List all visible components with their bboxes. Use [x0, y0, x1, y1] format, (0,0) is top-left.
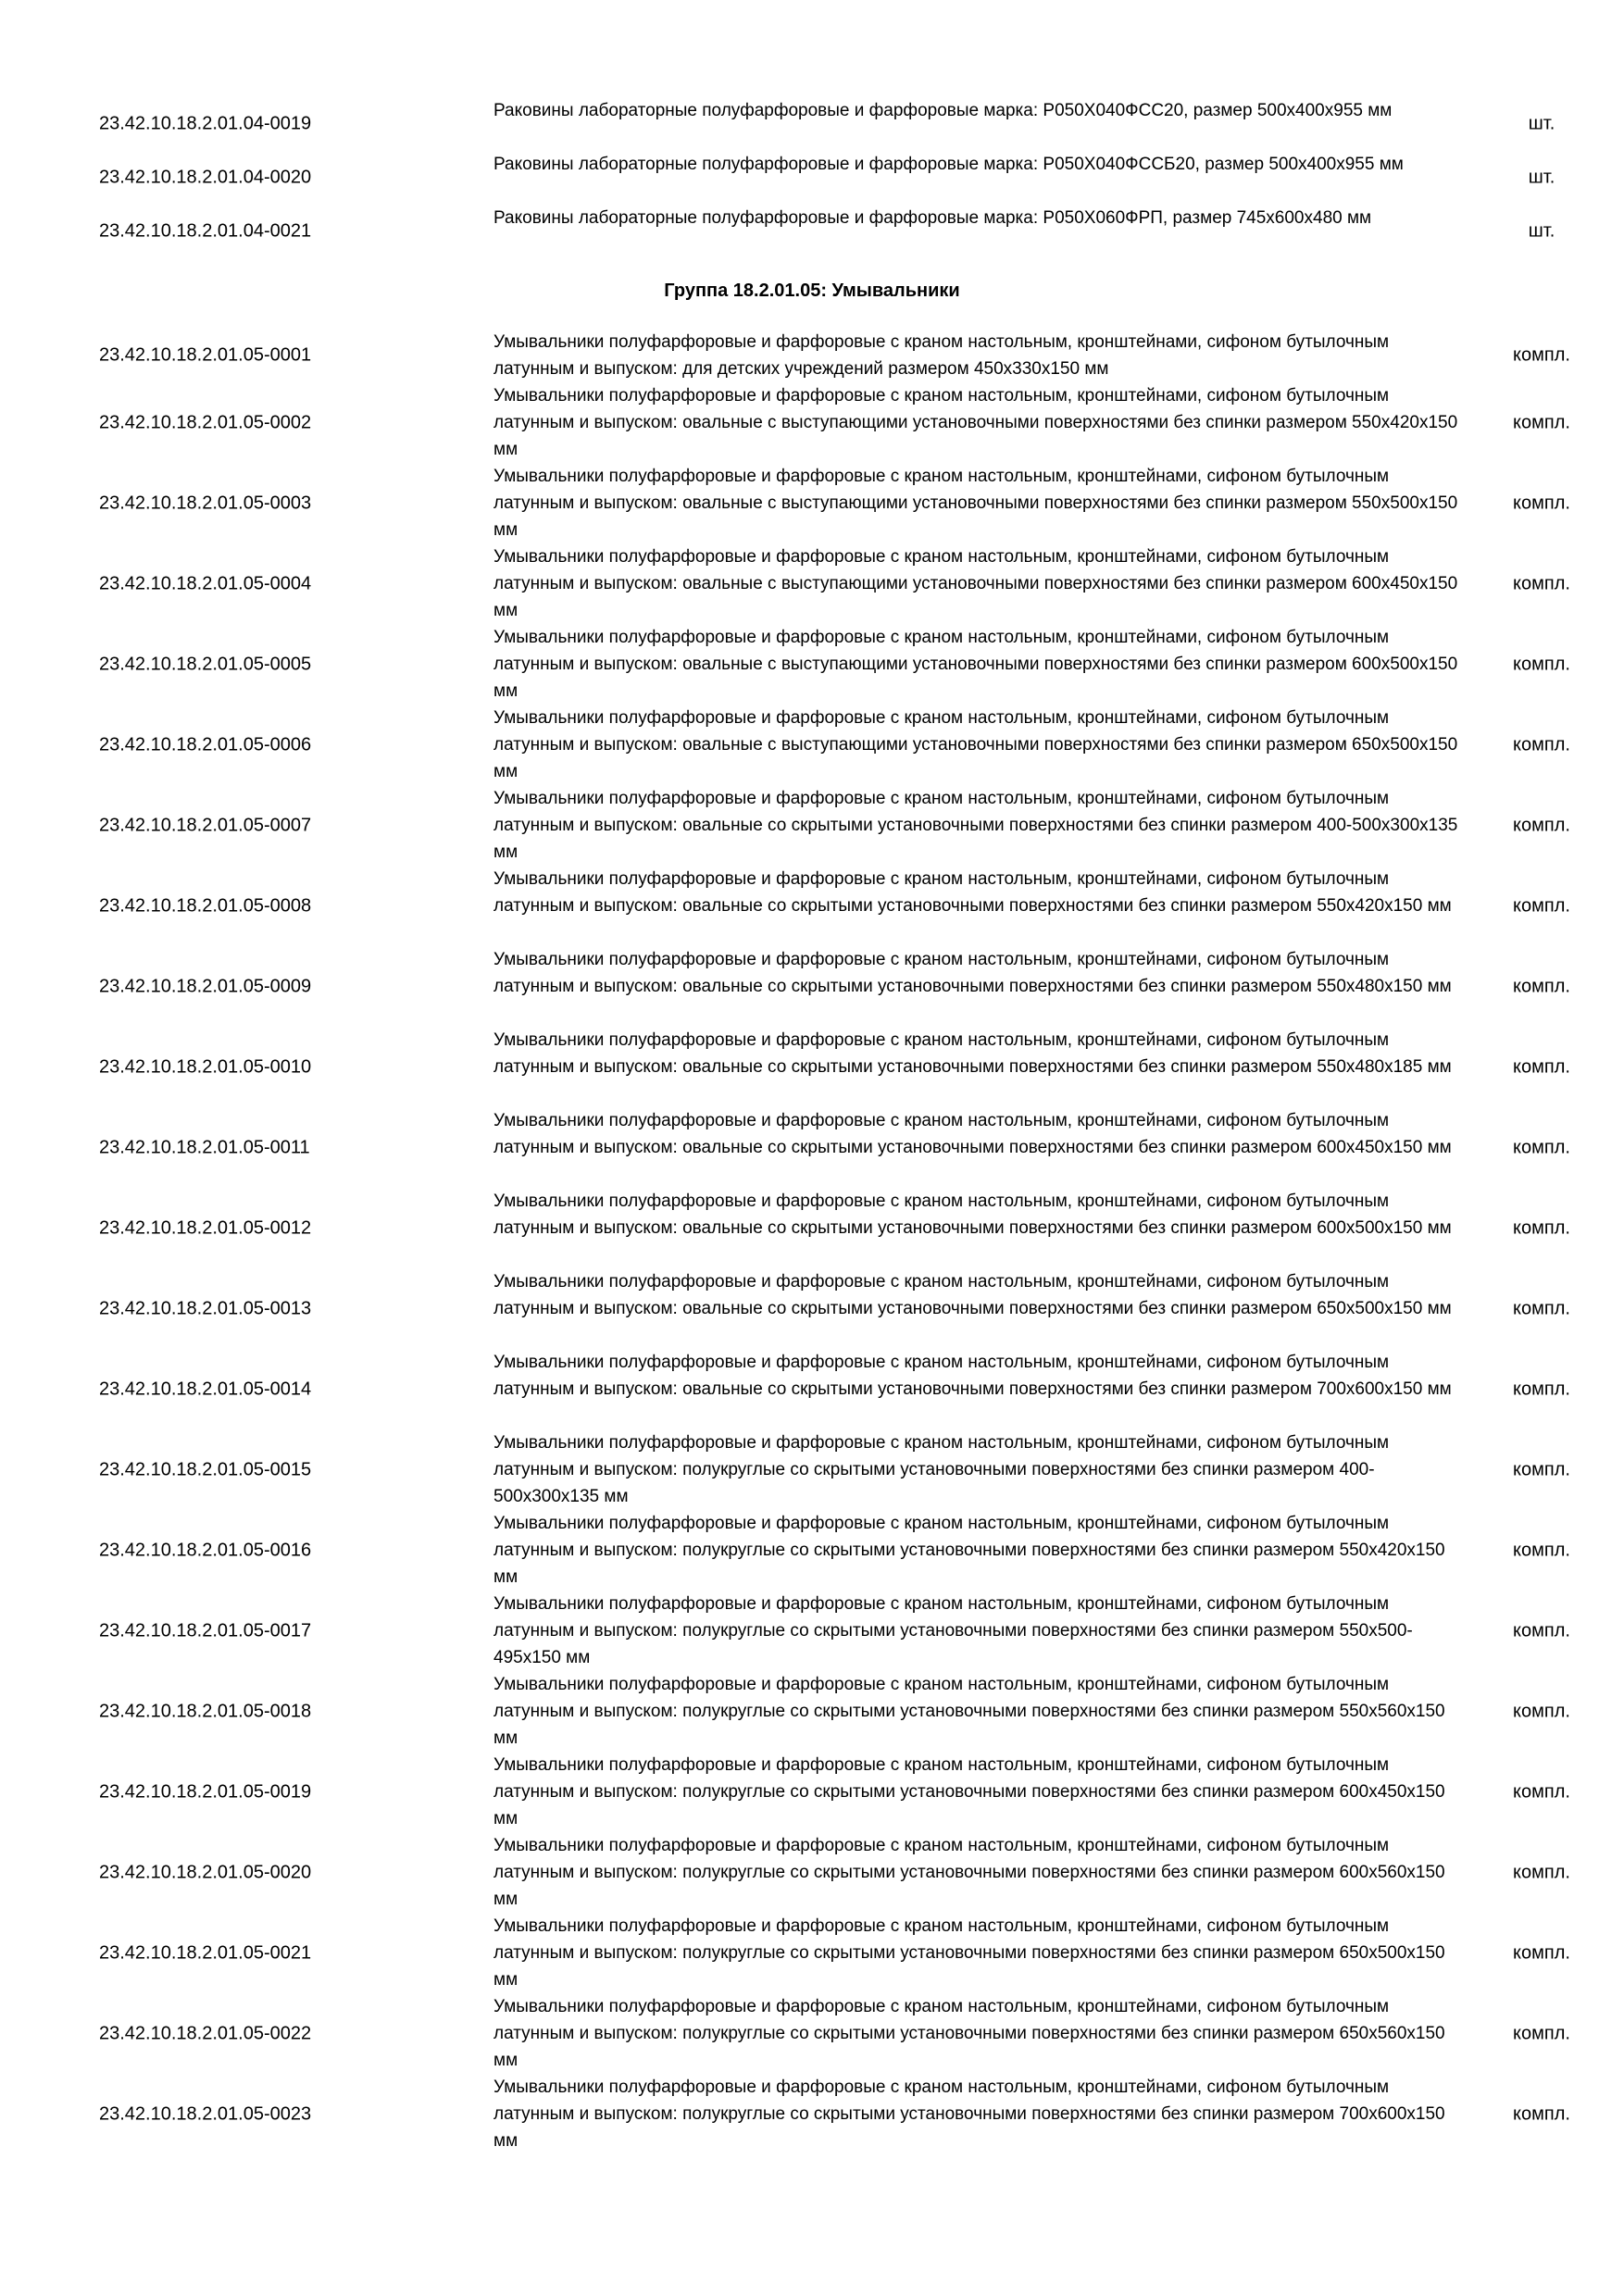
- row-code: 23.42.10.18.2.01.05-0022: [99, 2023, 312, 2043]
- table-row: [0, 382, 1624, 463]
- table-row: [0, 1591, 1624, 1671]
- table-row: [0, 151, 1624, 205]
- row-unit: компл.: [1513, 976, 1570, 996]
- row-description: Умывальники полуфарфоровые и фарфоровые с краном настольным, кронштейнами, сифоном бутылочным латунным и выпуском: овальные со скрытыми установочными поверхностями без спинки размером 550х480х150 мм: [493, 950, 1452, 996]
- row-unit: компл.: [1513, 344, 1570, 366]
- row-code: 23.42.10.18.2.01.05-0011: [99, 1137, 310, 1157]
- row-description: Умывальники полуфарфоровые и фарфоровые с краном настольным, кронштейнами, сифоном бутылочным латунным и выпуском: овальные со скрытыми установочными поверхностями без спинки размером 550х420х150 мм: [493, 869, 1452, 916]
- row-unit: шт.: [1528, 167, 1555, 188]
- row-unit: компл.: [1513, 1137, 1570, 1157]
- row-description: Раковины лабораторные полуфарфоровые и фарфоровые марка: Р050Х060ФРП, размер 745х600х480 мм: [493, 208, 1372, 228]
- table-row: [0, 1429, 1624, 1510]
- table-row: [0, 2074, 1624, 2154]
- table-row: [0, 1993, 1624, 2074]
- table-row: [0, 1752, 1624, 1832]
- row-description: Умывальники полуфарфоровые и фарфоровые с краном настольным, кронштейнами, сифоном бутылочным латунным и выпуском: для детских учреждений размером 450х330х150 мм: [493, 332, 1390, 379]
- row-description: Умывальники полуфарфоровые и фарфоровые с краном настольным, кронштейнами, сифоном бутылочным латунным и выпуском: полукруглые со скрытыми установочными поверхностями без спинки размером 550х500-495х150 мм: [493, 1594, 1413, 1667]
- table-row: [0, 705, 1624, 785]
- row-unit: компл.: [1513, 654, 1570, 674]
- row-unit: компл.: [1513, 1379, 1570, 1399]
- row-code: 23.42.10.18.2.01.05-0005: [99, 654, 312, 674]
- row-description: Умывальники полуфарфоровые и фарфоровые с краном настольным, кронштейнами, сифоном бутылочным латунным и выпуском: овальные со скрытыми установочными поверхностями без спинки размером 600х450х150 мм: [493, 1111, 1452, 1157]
- row-unit: компл.: [1513, 1701, 1570, 1721]
- row-unit: компл.: [1513, 493, 1570, 513]
- row-description: Умывальники полуфарфоровые и фарфоровые с краном настольным, кронштейнами, сифоном бутылочным латунным и выпуском: полукруглые со скрытыми установочными поверхностями без спинки размером 700х600х150 мм: [493, 2078, 1445, 2151]
- row-description: Умывальники полуфарфоровые и фарфоровые с краном настольным, кронштейнами, сифоном бутылочным латунным и выпуском: полукруглые со скрытыми установочными поверхностями без спинки размером 400-500х300х135 мм: [493, 1433, 1390, 1506]
- table-row: [0, 1107, 1624, 1188]
- row-description: Раковины лабораторные полуфарфоровые и фарфоровые марка: Р050Х040ФСС20, размер 500х400х955 мм: [493, 101, 1393, 120]
- row-description: Умывальники полуфарфоровые и фарфоровые с краном настольным, кронштейнами, сифоном бутылочным латунным и выпуском: полукруглые со скрытыми установочными поверхностями без спинки размером 550х420х150 мм: [493, 1514, 1445, 1587]
- table-row: [0, 1349, 1624, 1429]
- row-unit: компл.: [1513, 734, 1570, 755]
- table-row: [0, 1188, 1624, 1268]
- row-unit: шт.: [1528, 113, 1555, 134]
- row-code: 23.42.10.18.2.01.05-0012: [99, 1217, 312, 1238]
- table-row: [0, 205, 1624, 258]
- table-row: [0, 785, 1624, 866]
- row-unit: компл.: [1513, 412, 1570, 432]
- row-code: 23.42.10.18.2.01.05-0020: [99, 1862, 312, 1882]
- row-code: 23.42.10.18.2.01.05-0010: [99, 1056, 312, 1077]
- table-row: [0, 946, 1624, 1027]
- group-heading: Группа 18.2.01.05: Умывальники: [664, 281, 960, 301]
- table-row: [0, 1027, 1624, 1107]
- row-unit: шт.: [1528, 220, 1555, 242]
- row-unit: компл.: [1513, 1620, 1570, 1641]
- row-unit: компл.: [1513, 1298, 1570, 1318]
- row-code: 23.42.10.18.2.01.04-0021: [99, 220, 312, 242]
- row-code: 23.42.10.18.2.01.05-0015: [99, 1459, 312, 1479]
- table-row: [0, 624, 1624, 705]
- row-description: Умывальники полуфарфоровые и фарфоровые с краном настольным, кронштейнами, сифоном бутылочным латунным и выпуском: овальные с выступающими установочными поверхностями без спинки размером 550х500х150 мм: [493, 467, 1458, 540]
- table-row: [0, 463, 1624, 543]
- row-code: 23.42.10.18.2.01.05-0014: [99, 1379, 312, 1399]
- table-row: [0, 97, 1624, 151]
- row-code: 23.42.10.18.2.01.05-0007: [99, 815, 312, 835]
- table-row: [0, 1510, 1624, 1591]
- row-description: Умывальники полуфарфоровые и фарфоровые с краном настольным, кронштейнами, сифоном бутылочным латунным и выпуском: полукруглые со скрытыми установочными поверхностями без спинки размером 600х450х150 мм: [493, 1755, 1445, 1828]
- row-description: Умывальники полуфарфоровые и фарфоровые с краном настольным, кронштейнами, сифоном бутылочным латунным и выпуском: овальные со скрытыми установочными поверхностями без спинки размером 550х480х185 мм: [493, 1030, 1452, 1077]
- table-row: [0, 543, 1624, 624]
- row-code: 23.42.10.18.2.01.05-0001: [99, 344, 312, 366]
- table-row: [0, 1913, 1624, 1993]
- row-unit: компл.: [1513, 1217, 1570, 1238]
- row-code: 23.42.10.18.2.01.05-0017: [99, 1620, 312, 1641]
- row-description: Умывальники полуфарфоровые и фарфоровые с краном настольным, кронштейнами, сифоном бутылочным латунным и выпуском: полукруглые со скрытыми установочными поверхностями без спинки размером 650х560х150 мм: [493, 1997, 1445, 2070]
- table-row: [0, 1832, 1624, 1913]
- row-unit: компл.: [1513, 815, 1570, 835]
- row-unit: компл.: [1513, 1781, 1570, 1802]
- row-description: Умывальники полуфарфоровые и фарфоровые с краном настольным, кронштейнами, сифоном бутылочным латунным и выпуском: овальные с выступающими установочными поверхностями без спинки размером 600х500х150 мм: [493, 628, 1458, 701]
- row-code: 23.42.10.18.2.01.05-0013: [99, 1298, 312, 1318]
- row-unit: компл.: [1513, 2023, 1570, 2043]
- row-code: 23.42.10.18.2.01.05-0003: [99, 493, 312, 513]
- row-code: 23.42.10.18.2.01.05-0021: [99, 1942, 312, 1963]
- row-description: Умывальники полуфарфоровые и фарфоровые с краном настольным, кронштейнами, сифоном бутылочным латунным и выпуском: овальные со скрытыми установочными поверхностями без спинки размером 700х600х150 мм: [493, 1353, 1452, 1399]
- row-code: 23.42.10.18.2.01.05-0023: [99, 2103, 312, 2124]
- row-description: Умывальники полуфарфоровые и фарфоровые с краном настольным, кронштейнами, сифоном бутылочным латунным и выпуском: овальные с выступающими установочными поверхностями без спинки размером 550х420х150 мм: [493, 386, 1458, 459]
- row-unit: компл.: [1513, 1862, 1570, 1882]
- row-unit: компл.: [1513, 1056, 1570, 1077]
- row-code: 23.42.10.18.2.01.05-0018: [99, 1701, 312, 1721]
- row-code: 23.42.10.18.2.01.05-0019: [99, 1781, 312, 1802]
- row-code: 23.42.10.18.2.01.04-0019: [99, 113, 312, 134]
- row-description: Умывальники полуфарфоровые и фарфоровые с краном настольным, кронштейнами, сифоном бутылочным латунным и выпуском: овальные со скрытыми установочными поверхностями без спинки размером 650х500х150 мм: [493, 1272, 1452, 1318]
- row-code: 23.42.10.18.2.01.05-0016: [99, 1540, 312, 1560]
- row-code: 23.42.10.18.2.01.05-0002: [99, 412, 312, 432]
- row-description: Умывальники полуфарфоровые и фарфоровые с краном настольным, кронштейнами, сифоном бутылочным латунным и выпуском: полукруглые со скрытыми установочными поверхностями без спинки размером 550х560х150 мм: [493, 1675, 1445, 1748]
- row-description: Умывальники полуфарфоровые и фарфоровые с краном настольным, кронштейнами, сифоном бутылочным латунным и выпуском: овальные с выступающими установочными поверхностями без спинки размером 600х450х150 мм: [493, 547, 1458, 620]
- row-code: 23.42.10.18.2.01.05-0009: [99, 976, 312, 996]
- table-row: [0, 866, 1624, 946]
- row-code: 23.42.10.18.2.01.05-0006: [99, 734, 312, 755]
- row-code: 23.42.10.18.2.01.04-0020: [99, 167, 312, 188]
- row-description: Умывальники полуфарфоровые и фарфоровые с краном настольным, кронштейнами, сифоном бутылочным латунным и выпуском: овальные с выступающими установочными поверхностями без спинки размером 650х500х150 мм: [493, 708, 1458, 781]
- row-description: Раковины лабораторные полуфарфоровые и фарфоровые марка: Р050Х040ФССБ20, размер 500х400х955 мм: [493, 155, 1404, 174]
- row-unit: компл.: [1513, 1942, 1570, 1963]
- table-row: [0, 1268, 1624, 1349]
- row-code: 23.42.10.18.2.01.05-0004: [99, 573, 312, 593]
- row-description: Умывальники полуфарфоровые и фарфоровые с краном настольным, кронштейнами, сифоном бутылочным латунным и выпуском: овальные со скрытыми установочными поверхностями без спинки размером 400-500х300х135 мм: [493, 789, 1458, 862]
- row-unit: компл.: [1513, 1459, 1570, 1479]
- table-row: [0, 1671, 1624, 1752]
- row-unit: компл.: [1513, 1540, 1570, 1560]
- row-description: Умывальники полуфарфоровые и фарфоровые с краном настольным, кронштейнами, сифоном бутылочным латунным и выпуском: полукруглые со скрытыми установочными поверхностями без спинки размером 600х560х150 мм: [493, 1836, 1445, 1909]
- row-unit: компл.: [1513, 573, 1570, 593]
- row-description: Умывальники полуфарфоровые и фарфоровые с краном настольным, кронштейнами, сифоном бутылочным латунным и выпуском: овальные со скрытыми установочными поверхностями без спинки размером 600х500х150 мм: [493, 1192, 1452, 1238]
- table-row: [0, 329, 1624, 382]
- row-unit: компл.: [1513, 895, 1570, 916]
- row-code: 23.42.10.18.2.01.05-0008: [99, 895, 312, 916]
- row-unit: компл.: [1513, 2103, 1570, 2124]
- row-description: Умывальники полуфарфоровые и фарфоровые с краном настольным, кронштейнами, сифоном бутылочным латунным и выпуском: полукруглые со скрытыми установочными поверхностями без спинки размером 650х500х150 мм: [493, 1916, 1445, 1990]
